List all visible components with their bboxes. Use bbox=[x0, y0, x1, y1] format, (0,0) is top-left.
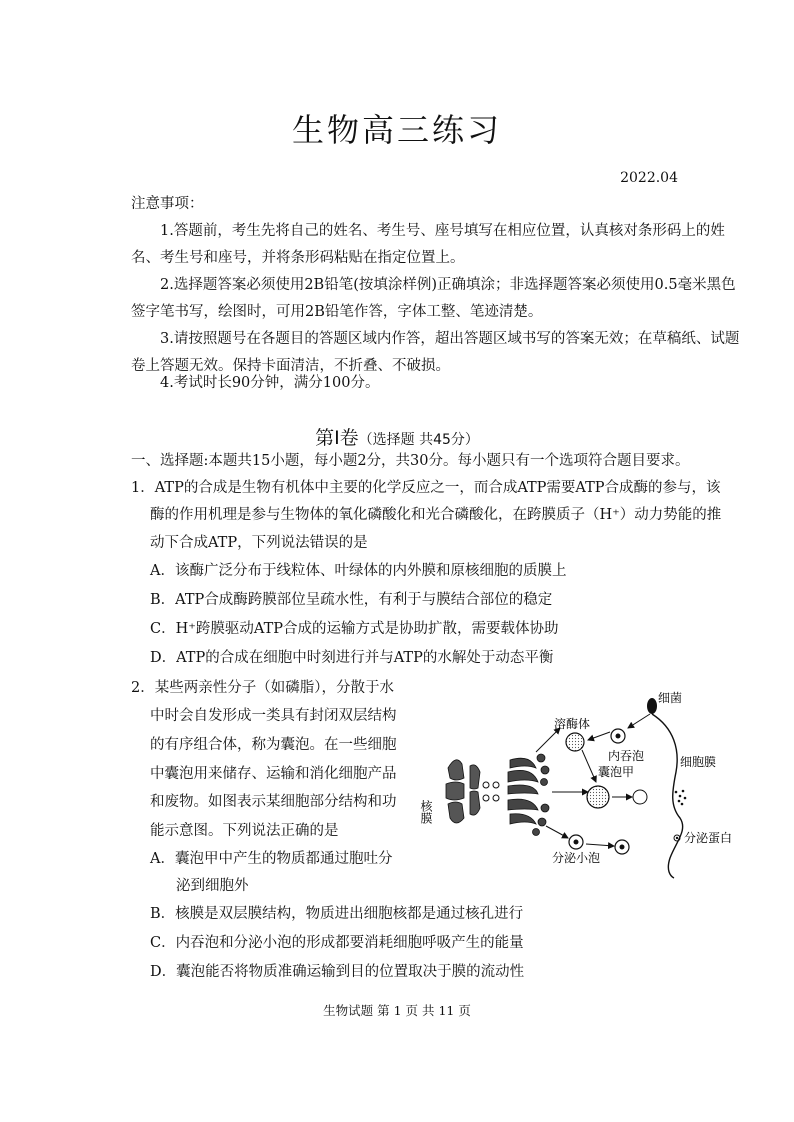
notice-item-2: 2.选择题答案必须使用2B铅笔(按填涂样例)正确填涂；非选择题答案必须使用0.5毫米黑色签字笔书写，绘图时，可用2B铅笔作答，字体工整、笔迹清楚。 bbox=[131, 277, 736, 320]
notice-item-1: 1.答题前，考生先将自己的姓名、考生号、座号填写在相应位置，认真核对条形码上的姓名、考生号和座号，并将条形码粘贴在指定位置上。 bbox=[131, 223, 725, 266]
label-lysosome: 溶酶体 bbox=[554, 717, 591, 731]
cell-membrane-shape bbox=[652, 714, 683, 878]
secreted-protein-core bbox=[676, 837, 678, 839]
q2-line-2: 中时会自发形成一类具有封闭双层结构 bbox=[150, 708, 397, 724]
section-title-main: 第Ⅰ卷 bbox=[315, 427, 359, 449]
golgi-apparatus-shape bbox=[508, 754, 549, 836]
vesicle-a-shape bbox=[587, 786, 609, 808]
q1-option-d: D．ATP的合成在细胞中时刻进行并与ATP的水解处于动态平衡 bbox=[150, 650, 554, 666]
endocytic-vesicle-core bbox=[616, 734, 621, 739]
label-bacteria: 细菌 bbox=[658, 691, 683, 705]
q2-option-a-cont: 泌到细胞外 bbox=[176, 878, 249, 894]
q2-line-4: 中囊泡用来储存、运输和消化细胞产品 bbox=[150, 766, 397, 782]
transport-vesicle-3 bbox=[493, 782, 499, 788]
q2-option-a: A．囊泡甲中产生的物质都通过胞吐分 bbox=[150, 851, 393, 867]
transport-vesicle-1 bbox=[483, 782, 489, 788]
cell-structure-diagram bbox=[418, 680, 758, 880]
q2-line-1: 2．某些两亲性分子（如磷脂），分散于水 bbox=[131, 680, 394, 696]
transport-vesicle-4 bbox=[493, 795, 499, 801]
arrow-to-lysosome bbox=[536, 728, 560, 752]
q1-line-3: 动下合成ATP，下列说法错误的是 bbox=[150, 535, 368, 551]
secretory-vesicle-1-core bbox=[574, 840, 579, 845]
q2-option-d: D．囊泡能否将物质准确运输到目的位置取决于膜的流动性 bbox=[150, 964, 525, 980]
q2-line-3: 的有序组合体，称为囊泡。在一些细胞 bbox=[150, 737, 397, 753]
lysosome-shape bbox=[566, 733, 584, 751]
small-vesicle-shape bbox=[633, 790, 647, 804]
q2-option-c: C．内吞泡和分泌小泡的形成都要消耗细胞呼吸产生的能量 bbox=[150, 935, 524, 951]
arrow-to-secretory-vesicle bbox=[546, 826, 568, 838]
page-title: 生物高三练习 bbox=[291, 111, 502, 149]
exam-date: 2022.04 bbox=[620, 170, 678, 186]
q2-line-6: 能示意图。下列说法正确的是 bbox=[150, 823, 339, 839]
notice-heading: 注意事项： bbox=[131, 196, 204, 212]
arrow-vesicle-to-lysosome bbox=[588, 732, 610, 740]
label-nuclear-membrane: 核膜 bbox=[419, 800, 433, 824]
transport-vesicle-2 bbox=[483, 795, 489, 801]
section-subtitle: （选择题 共45分） bbox=[358, 432, 479, 448]
notice-item-3: 3.请按照题号在各题目的答题区域内作答，超出答题区域书写的答案无效；在草稿纸、试题卷上答题无效。保持卡面清洁，不折叠、不破损。 bbox=[131, 331, 740, 374]
arrow-lysosome-to-vesicle-a bbox=[582, 750, 596, 782]
notice-item-4: 4.考试时长90分钟，满分100分。 bbox=[160, 375, 380, 391]
section-title bbox=[0, 423, 794, 450]
q1-option-a: A．该酶广泛分布于线粒体、叶绿体的内外膜和原核细胞的质膜上 bbox=[150, 563, 567, 579]
bacteria-shape bbox=[647, 698, 657, 714]
label-endocytic-vesicle: 内吞泡 bbox=[608, 749, 645, 763]
q2-line-5: 和废物。如图表示某细胞部分结构和功 bbox=[150, 794, 397, 810]
q1-line-2: 酶的作用机理是参与生物体的氧化磷酸化和光合磷酸化，在跨膜质子（H⁺）动力势能的推 bbox=[150, 507, 722, 523]
exocytosis-site bbox=[675, 790, 687, 806]
q2-option-b: B．核膜是双层膜结构，物质进出细胞核都是通过核孔进行 bbox=[150, 906, 524, 922]
q1-option-b: B．ATP合成酶跨膜部位呈疏水性，有利于与膜结合部位的稳定 bbox=[150, 592, 553, 608]
label-vesicle-a: 囊泡甲 bbox=[598, 765, 635, 779]
label-cell-membrane: 细胞膜 bbox=[680, 755, 717, 769]
page-footer: 生物试题 第 1 页 共 11 页 bbox=[323, 1003, 471, 1018]
arrow-secretory bbox=[586, 844, 614, 846]
q1-option-c: C．H⁺跨膜驱动ATP合成的运输方式是协助扩散，需要载体协助 bbox=[150, 621, 559, 637]
secretory-vesicle-2-core bbox=[620, 845, 625, 850]
section-instruction: 一、选择题:本题共15小题，每小题2分，共30分。每小题只有一个选项符合题目要求。 bbox=[131, 453, 690, 469]
nuclear-membrane-shape bbox=[446, 760, 480, 823]
label-secretory-vesicle: 分泌小泡 bbox=[552, 851, 601, 865]
label-secreted-protein: 分泌蛋白 bbox=[684, 831, 733, 845]
q1-line-1: 1．ATP的合成是生物有机体中主要的化学反应之一，而合成ATP需要ATP合成酶的参与，该 bbox=[131, 480, 721, 496]
arrow-bacteria-to-vesicle bbox=[628, 714, 650, 728]
